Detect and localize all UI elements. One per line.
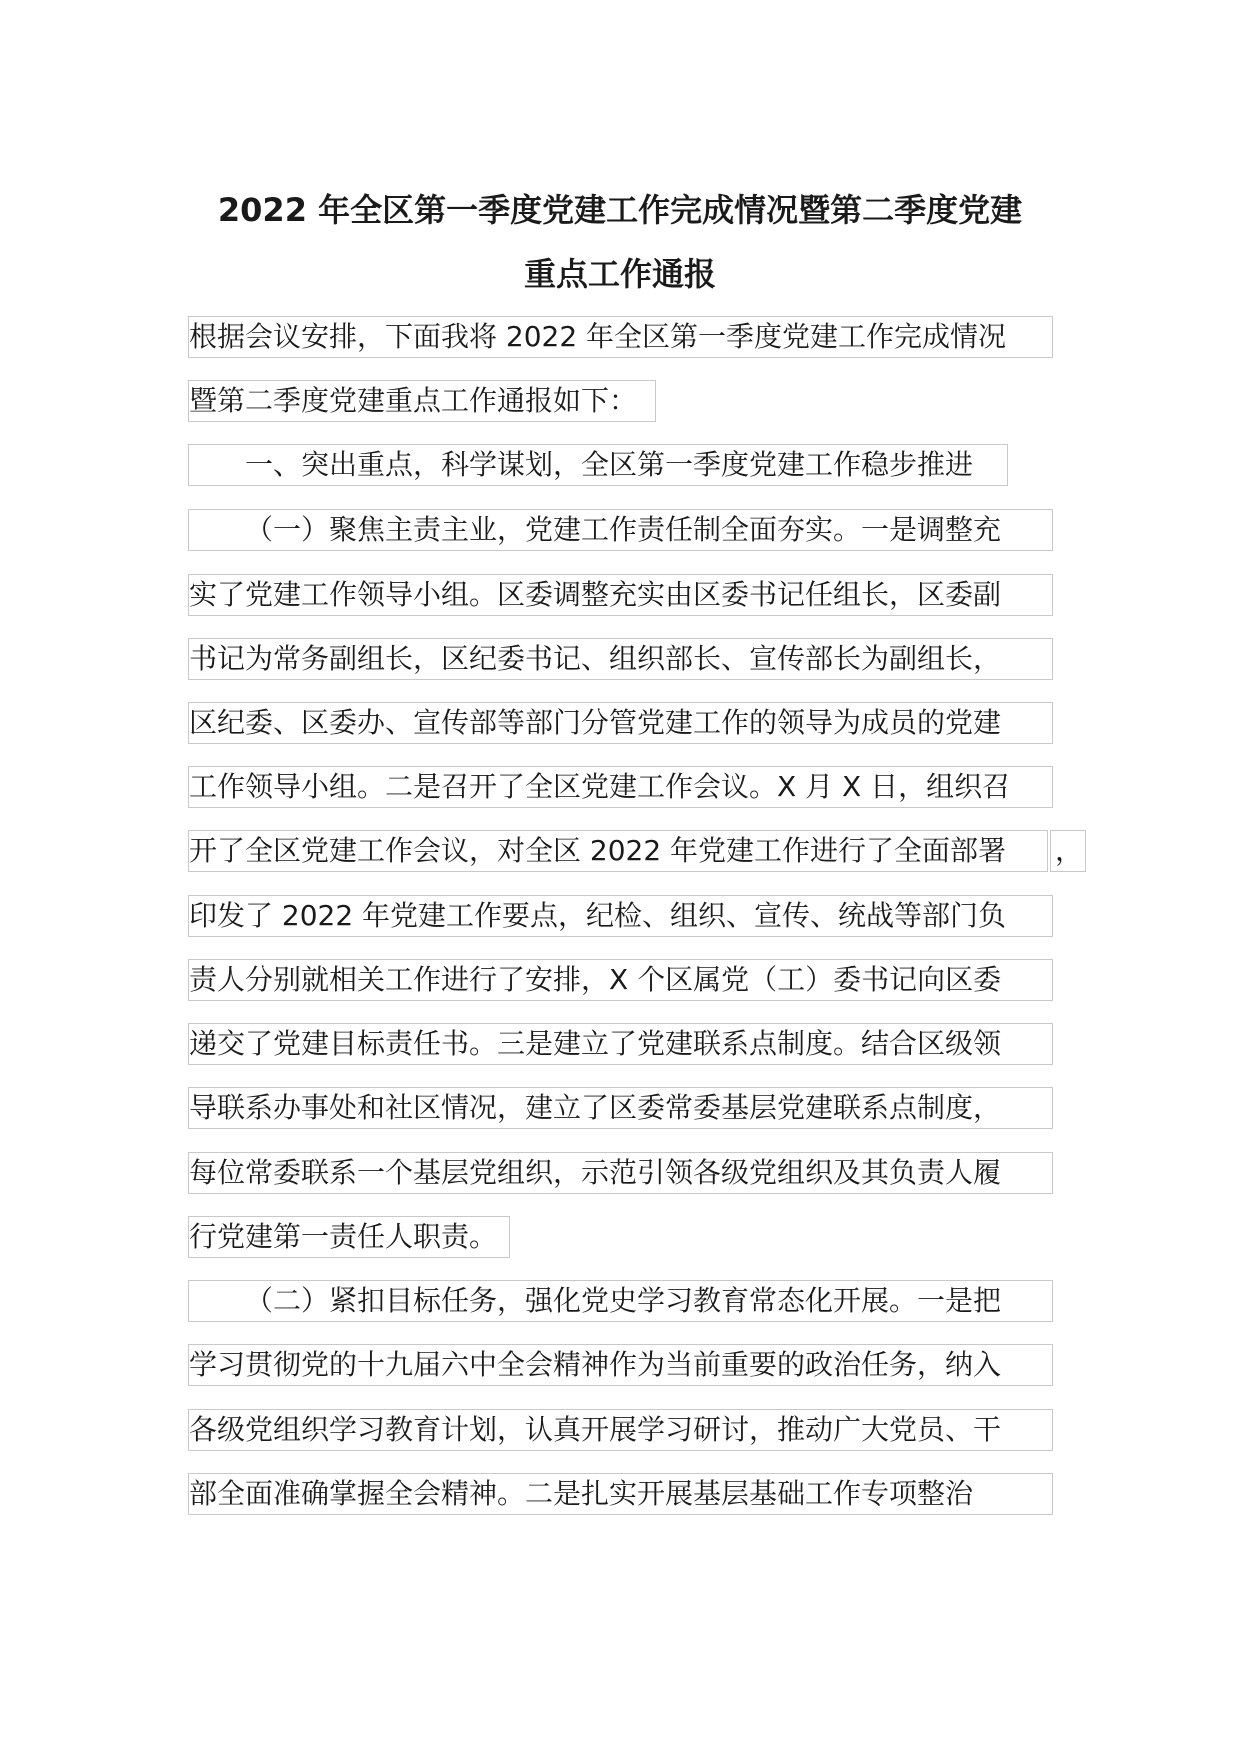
paragraph-line: 书记为常务副组长，区纪委书记、组织部长、宣传部长为副组长，: [188, 638, 1053, 680]
paragraph-line: 部全面准确掌握全会精神。二是扎实开展基层基础工作专项整治: [188, 1473, 1053, 1515]
paragraph-line: 学习贯彻党的十九届六中全会精神作为当前重要的政治任务，纳入: [188, 1344, 1053, 1386]
paragraph-line: 根据会议安排，下面我将 2022 年全区第一季度党建工作完成情况: [188, 316, 1053, 358]
section-heading: 一、突出重点，科学谋划，全区第一季度党建工作稳步推进: [188, 444, 1008, 486]
paragraph-line: 行党建第一责任人职责。: [188, 1216, 510, 1258]
paragraph-line: 导联系办事处和社区情况，建立了区委常委基层党建联系点制度，: [188, 1087, 1053, 1129]
paragraph-line: 区纪委、区委办、宣传部等部门分管党建工作的领导为成员的党建: [188, 702, 1053, 744]
paragraph-line: 责人分别就相关工作进行了安排，X 个区属党（工）委书记向区委: [188, 959, 1053, 1001]
paragraph-line: 工作领导小组。二是召开了全区党建工作会议。X 月 X 日，组织召: [188, 766, 1053, 808]
paragraph-line: （一）聚焦主责主业，党建工作责任制全面夯实。一是调整充: [188, 509, 1053, 551]
paragraph-line: 递交了党建目标责任书。三是建立了党建联系点制度。结合区级领: [188, 1023, 1053, 1065]
paragraph-line: （二）紧扣目标任务，强化党史学习教育常态化开展。一是把: [188, 1280, 1053, 1322]
paragraph-line: 开了全区党建工作会议，对全区 2022 年党建工作进行了全面部署: [188, 830, 1048, 872]
paragraph-line: 暨第二季度党建重点工作通报如下：: [188, 380, 656, 422]
paragraph-line: 印发了 2022 年党建工作要点，纪检、组织、宣传、统战等部门负: [188, 895, 1053, 937]
paragraph-line: 各级党组织学习教育计划，认真开展学习研讨，推动广大党员、干: [188, 1409, 1053, 1451]
document-title-line-2: 重点工作通报: [523, 255, 716, 293]
document-title-line-1: 2022 年全区第一季度党建工作完成情况暨第二季度党建: [217, 191, 1023, 229]
paragraph-line: 实了党建工作领导小组。区委调整充实由区委书记任组长，区委副: [188, 574, 1053, 616]
trailing-punctuation: ，: [1050, 830, 1086, 872]
paragraph-line: 每位常委联系一个基层党组织，示范引领各级党组织及其负责人履: [188, 1152, 1053, 1194]
